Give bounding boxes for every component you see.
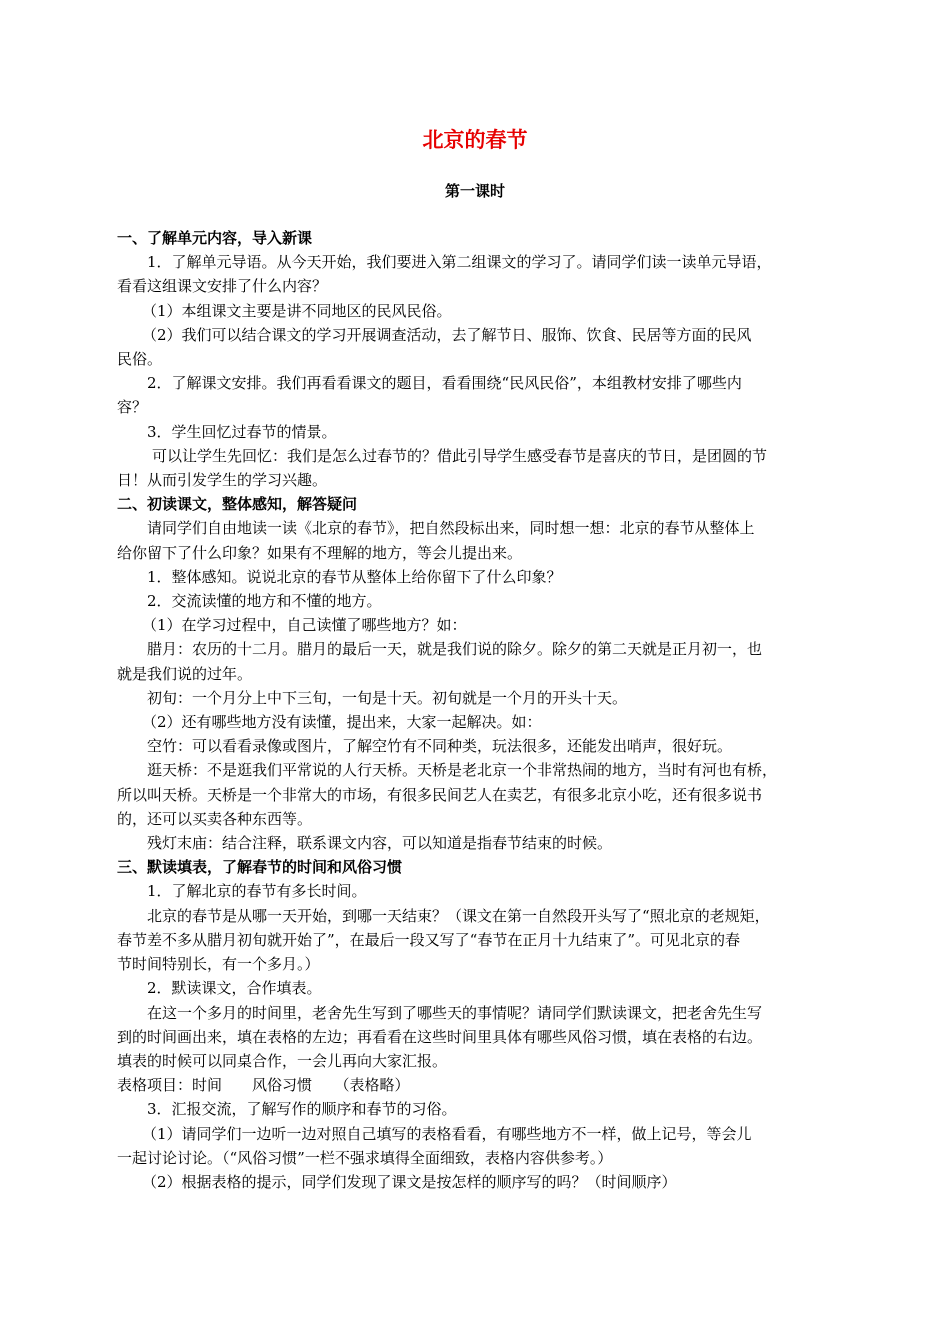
- text-line: 所以叫天桥。天桥是一个非常大的市场，有很多民间艺人在卖艺，有很多北京小吃，还有很多说书: [117, 785, 763, 804]
- text-line: （1）请同学们一边听一边对照自己填写的表格看看，有哪些地方不一样，做上记号，等会儿: [142, 1124, 752, 1143]
- text-line: 的，还可以买卖各种东西等。: [117, 809, 313, 828]
- text-line: 容？: [117, 398, 148, 417]
- text-line: 节时间特别长，有一个多月。）: [117, 955, 320, 974]
- text-line: 表格项目：时间 风俗习惯 （表格略）: [117, 1076, 410, 1095]
- lesson-subtitle: 第一课时: [444, 182, 505, 200]
- text-line: 给你留下了什么印象？如果有不理解的地方，等会儿提出来。: [117, 543, 523, 562]
- text-line: 填表的时候可以同桌合作，一会儿再向大家汇报。: [117, 1051, 448, 1070]
- text-line: （2）我们可以结合课文的学习开展调查活动，去了解节日、服饰、饮食、民居等方面的民风: [142, 325, 752, 344]
- text-line: 3．汇报交流，了解写作的顺序和春节的习俗。: [147, 1100, 457, 1119]
- text-line: （1）本组课文主要是讲不同地区的民风民俗。: [142, 301, 452, 320]
- text-line: 3．学生回忆过春节的情景。: [147, 422, 337, 441]
- text-line: 到的时间画出来，填在表格的左边；再看看在这些时间里具体有哪些风俗习惯，填在表格的右边。: [117, 1027, 763, 1046]
- text-line: 一起讨论讨论。（“风俗习惯”一栏不强求填得全面细致，表格内容供参考。）: [117, 1148, 613, 1167]
- text-line: 残灯末庙：结合注释，联系课文内容，可以知道是指春节结束的时候。: [147, 834, 613, 853]
- text-line: 民俗。: [117, 350, 163, 369]
- text-line: 2．默读课文，合作填表。: [147, 979, 322, 998]
- text-line: 腊月：农历的十二月。腊月的最后一天，就是我们说的除夕。除夕的第二天就是正月初一，也: [147, 640, 763, 659]
- text-line: 看看这组课文安排了什么内容？: [117, 277, 328, 296]
- text-line: 1．了解北京的春节有多长时间。: [147, 882, 367, 901]
- text-line: （1）在学习过程中，自己读懂了哪些地方？如：: [142, 616, 467, 635]
- text-line: （2）根据表格的提示，同学们发现了课文是按怎样的顺序写的吗？（时间顺序）: [142, 1172, 677, 1191]
- text-line: 春节差不多从腊月初旬就开始了”，在最后一段又写了“春节在正月十九结束了”。可见北京的春: [117, 930, 741, 949]
- page-title: 北京的春节: [422, 128, 528, 152]
- text-line: 空竹：可以看看录像或图片，了解空竹有不同种类，玩法很多，还能发出哨声，很好玩。: [147, 737, 733, 756]
- text-line: 可以让学生先回忆：我们是怎么过春节的？借此引导学生感受春节是喜庆的节日，是团圆的节: [152, 446, 768, 465]
- text-line: 初旬：一个月分上中下三旬，一旬是十天。初旬就是一个月的开头十天。: [147, 688, 628, 707]
- section-heading: 二、初读课文，整体感知，解答疑问: [117, 495, 358, 514]
- section-heading: 一、了解单元内容，导入新课: [117, 229, 313, 247]
- text-line: 在这一个多月的时间里，老舍先生写到了哪些天的事情呢？请同学们默读课文，把老舍先生写: [147, 1003, 763, 1022]
- text-line: 就是我们说的过年。: [117, 664, 253, 683]
- text-line: 日！从而引发学生的学习兴趣。: [117, 471, 328, 490]
- text-line: （2）还有哪些地方没有读懂，提出来，大家一起解决。如：: [142, 713, 542, 732]
- text-line: 北京的春节是从哪一天开始，到哪一天结束？（课文在第一自然段开头写了“照北京的老规矩，: [147, 906, 770, 925]
- text-line: 2．了解课文安排。我们再看看课文的题目，看看围绕“民风民俗”，本组教材安排了哪些内: [147, 374, 742, 393]
- text-line: 请同学们自由地读一读《北京的春节》，把自然段标出来，同时想一想：北京的春节从整体上: [147, 519, 755, 538]
- text-line: 2．交流读懂的地方和不懂的地方。: [147, 592, 382, 611]
- section-heading: 三、默读填表，了解春节的时间和风俗习惯: [117, 858, 403, 877]
- text-line: 1．了解单元导语。从今天开始，我们要进入第二组课文的学习了。请同学们读一读单元导语，: [147, 253, 772, 272]
- text-line: 1．整体感知。说说北京的春节从整体上给你留下了什么印象？: [147, 567, 562, 586]
- text-line: 逛天桥：不是逛我们平常说的人行天桥。天桥是老北京一个非常热闹的地方，当时有河也有桥，: [147, 761, 778, 780]
- body-text: [117, 226, 837, 1194]
